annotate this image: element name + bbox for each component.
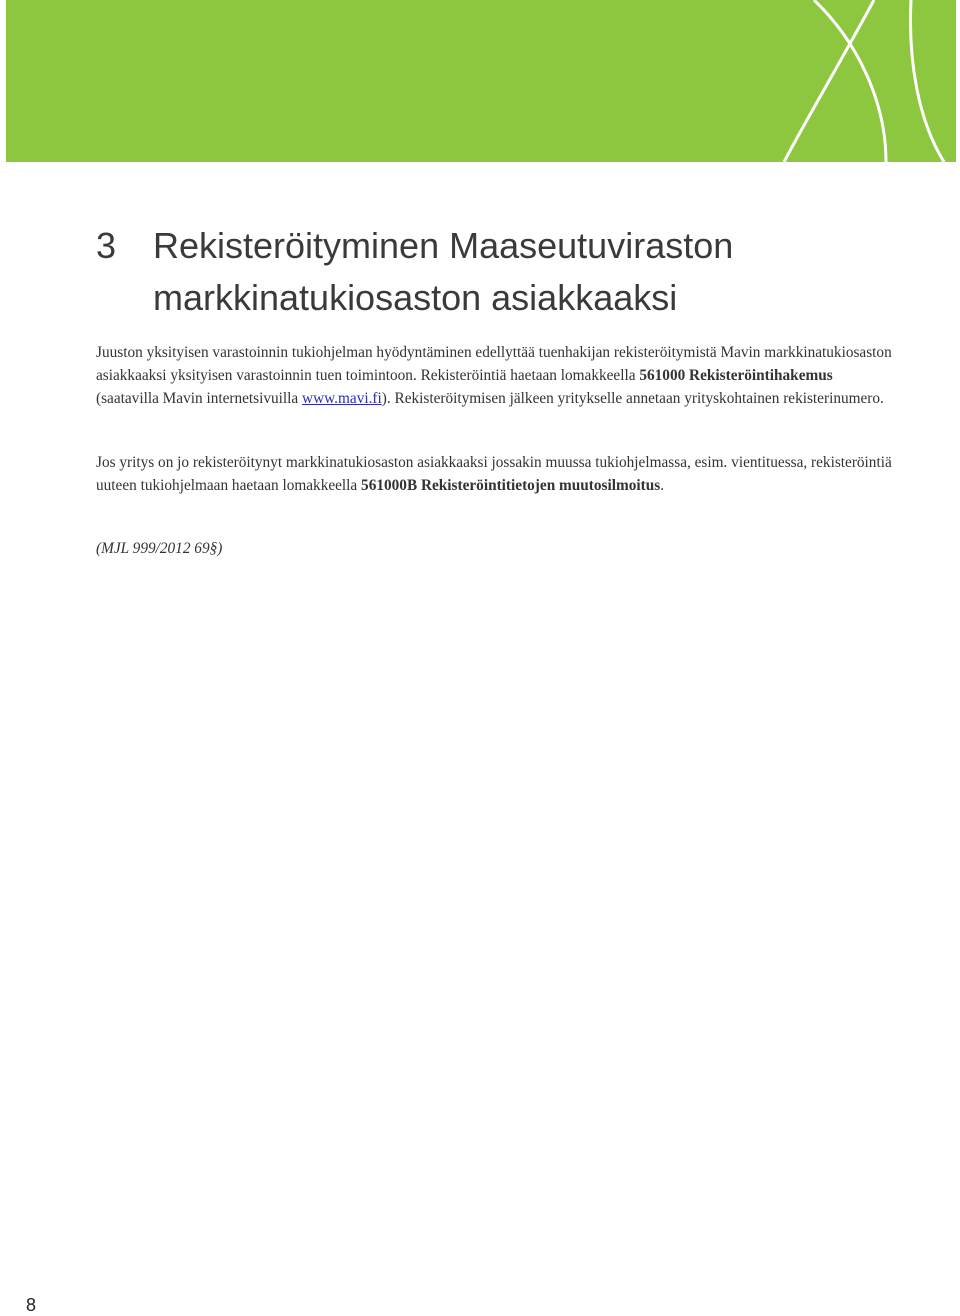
section-number: 3 (96, 225, 117, 266)
paragraph1-end: ). Rekisteröitymisen jälkeen yritykselle annetaan yrityskohtainen rekisterinumero. (381, 389, 884, 407)
section-title: Rekisteröityminen Maaseutuviraston markkinatukiosaston asiakkaaksi (153, 225, 734, 318)
legal-reference: (MJL 999/2012 69§) (96, 540, 223, 557)
page-number: 8 (26, 1295, 37, 1315)
form-561000-name: 561000 Rekisteröintihakemus (639, 366, 833, 384)
paragraph2-end: . (660, 476, 665, 494)
mavi-website-link[interactable]: www.mavi.fi (302, 389, 382, 407)
paragraph1-intro: Juuston yksityisen varastoinnin tukiohjelman hyödyntäminen edellyttää tuenhakijan rekisteröitymistä Mavin markkinatukiosaston asiakkaaksi yksityisen varastoinnin tuen toimintoon. Rekisteröintiä haetaan lomakkeella (96, 344, 892, 384)
registration-paragraph (96, 342, 896, 410)
leaf-stem-graphic-icon (6, 0, 956, 162)
section-heading (96, 220, 896, 324)
paragraph1-middle: (saatavilla Mavin internetsivuilla (96, 389, 303, 407)
paragraph2-intro: Jos yritys on jo rekisteröitynyt markkinatukiosaston asiakkaaksi jossakin muussa tukiohjelmassa, esim. vientituessa, rekisteröintiä uuteen tukiohjelmaan haetaan lomakkeella (96, 454, 892, 494)
form-561000b-name: 561000B Rekisteröintitietojen muutosilmoitus (361, 476, 661, 494)
header-banner (6, 0, 956, 162)
existing-customer-paragraph (96, 452, 896, 498)
